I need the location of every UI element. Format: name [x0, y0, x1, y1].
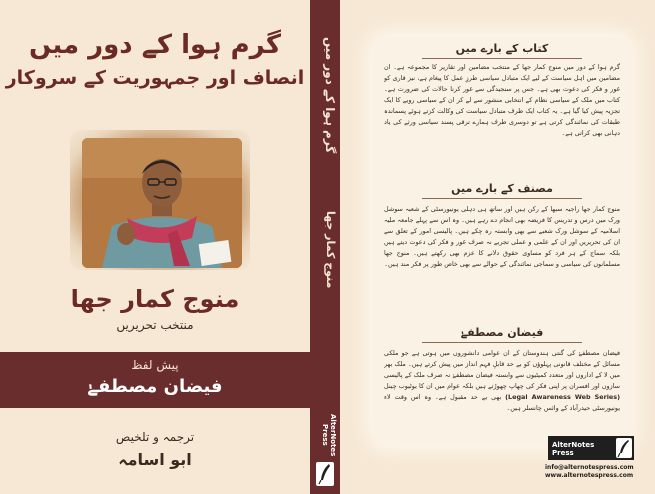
- publisher-email: info@alternotespress.com: [545, 464, 634, 471]
- book-subtitle: انصاف اور جمہوریت کے سروکار: [5, 67, 305, 89]
- divider: [422, 342, 582, 343]
- author-subtitle: منتخب تحریریں: [116, 318, 194, 332]
- divider: [422, 198, 582, 199]
- author-photo-illustration: [82, 138, 242, 268]
- foreword-author-text: [384, 348, 620, 432]
- foreword-author-text-start: فیضان مصطفےٰ کی گنتی ہندوستان کے ان عوامی دانشوروں میں ہوتی ہے جو ملکی مسائل کے مختلف قانونی پہلوؤں کو بے حد قابلِ فہم انداز میں پیش کرتے ہیں۔ ملک بھر میں لا کے اداروں اور متعدد کمیٹیوں سے وابستہ فیضان مصطفےٰ نہ صرف ملک کے پالیسی سازوں اور افسران پر اپنی فکر کی چھاپ چھوڑتے ہیں بلکہ عوام میں ان کا یوٹیوب چینل: [384, 349, 620, 390]
- foreword-author: فیضان مصطفےٰ: [87, 376, 223, 397]
- divider: [422, 58, 582, 59]
- foreword-author-text-end: بھی بے حد مقبول ہے۔ وہ اس وقت لاء یونیورسٹی حیدرآباد کے وائس چانسلر ہیں۔: [384, 393, 620, 412]
- feather-pen-icon: [616, 438, 632, 458]
- publisher-contact: [545, 464, 645, 480]
- about-book-heading: کتاب کے بارے میں: [455, 42, 549, 55]
- author-name: منوج کمار جھا: [70, 285, 240, 313]
- foreword-author-heading: فیضان مصطفےٰ: [460, 326, 544, 339]
- publisher-name: AlterNotes Press: [552, 441, 595, 457]
- book-title: گرم ہوا کے دور میں: [29, 30, 281, 60]
- foreword-label: پیش لفظ: [131, 358, 179, 372]
- translator-label: ترجمہ و تلخیص: [115, 430, 195, 444]
- about-author-text: منوج کمار جھا راجیہ سبھا کے رکن ہیں اور ساتھ ہی دہلی یونیورسٹی کے شعبہ سوشل ورک میں درس و تدریس کا فریضہ بھی انجام دے رہے ہیں۔ وہ اس سے پہلے جامعہ ملیہ اسلامیہ کے سوشل ورک شعبے سے بھی وابستہ رہ چکے ہیں۔ پالیسی امور کے تعلق سے ان کی تحریریں اور ان کے علمی و عملی تجربے نہ صرف غور و فکر کی دعوت دیتے ہیں بلکہ سماج کے ہر فرد کو مساوی حقوق دلانے کا عزم بھی رکھتے ہیں۔ منوج جھا مسلمانوں کی سیاسی و سماجی نمائندگی کے حوالے سے بھی خاص طور پر فکر مند ہیں۔: [384, 205, 620, 268]
- translator-name: ابو اسامہ: [118, 450, 192, 469]
- about-book-text: گرم ہوا کے دور میں منوج کمار جھا کے منتخب مضامین اور تقاریر کا مجموعہ ہے۔ ان مضامین میں اہل سیاست کے لیے ایک متبادل سیاسی طرزِ عمل کا پیغام ہے، نیز قاری کو غور و فکر کی دعوت بھی ہے۔ جس پر سنجیدگی سے غور کرنا حالات کی ضرورت ہے۔ کتاب میں ملک کے سیاسی نظام کے انتخابی منشور سے لے کر ان کے سیاسی رویے کا ایک تجزیہ پیش کیا گیا ہے۔ یہ کتاب ایک طرف متبادل سیاست کی وکالت کرتے ہوئے پسماندہ طبقات کی نمائندگی کرتی ہے تو دوسری طرف ہمارے ترقی پسند سیاسی ورثے کی یاد دہانی بھی کراتی ہے۔: [384, 63, 620, 137]
- feather-pen-icon: [316, 462, 334, 486]
- spine-publisher: AlterNotes Press: [321, 413, 337, 457]
- author-photo: [82, 138, 242, 268]
- spine-author: منوج کمار جھا: [324, 211, 337, 289]
- web-series-name: (Legal Awareness Web Series): [505, 393, 620, 401]
- publisher-website: www.alternotespress.com: [545, 472, 634, 479]
- about-author-heading: مصنف کے بارے میں: [451, 182, 553, 195]
- spine-title: گرم ہوا کے دور میں: [323, 36, 337, 154]
